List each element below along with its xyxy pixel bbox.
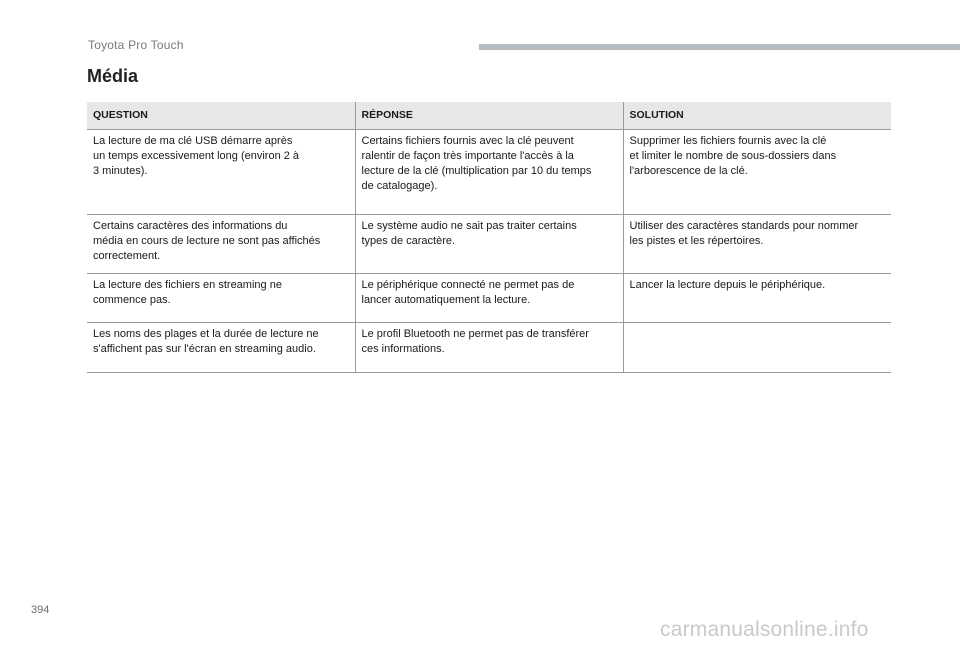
cell-text: Certains fichiers fournis avec la clé peuvent ralentir de façon très importante l'accès à la lecture de la clé (multiplication par 10 du temps de catalogage). [361, 135, 592, 192]
cell-text: Certains caractères des informations du média en cours de lecture ne sont pas affichés correctement. [93, 220, 321, 262]
cell-text: Utiliser des caractères standards pour nommer les pistes et les répertoires. [629, 220, 859, 247]
cell-text: Le système audio ne sait pas traiter certains types de caractère. [361, 220, 577, 247]
column-header-solution: SOLUTION [623, 102, 891, 130]
column-header-question: QUESTION [87, 102, 355, 130]
page-number: 394 [31, 604, 50, 616]
table-row [87, 130, 891, 215]
cell-solution [623, 323, 891, 373]
cell-text: La lecture des fichiers en streaming ne commence pas. [93, 279, 282, 306]
table-row [87, 323, 891, 373]
cell-text: Supprimer les fichiers fournis avec la clé et limiter le nombre de sous-dossiers dans l'arborescence de la clé. [629, 135, 837, 177]
cell-text: Les noms des plages et la durée de lecture ne s'affichent pas sur l'écran en streaming audio. [93, 328, 319, 355]
cell-text: Le périphérique connecté ne permet pas de lancer automatiquement la lecture. [361, 279, 575, 306]
cell-text: Le profil Bluetooth ne permet pas de transférer ces informations. [361, 328, 589, 355]
document-header-title: Toyota Pro Touch [88, 38, 184, 52]
cell-answer [355, 274, 623, 323]
cell-solution [623, 215, 891, 274]
cell-text: La lecture de ma clé USB démarre après un temps excessivement long (environ 2 à 3 minutes). [93, 135, 300, 177]
cell-answer [355, 215, 623, 274]
faq-table [87, 102, 891, 373]
column-header-answer: RÉPONSE [355, 102, 623, 130]
cell-solution [623, 130, 891, 215]
section-title: Média [87, 66, 139, 86]
cell-text: Lancer la lecture depuis le périphérique. [629, 279, 826, 291]
cell-question [87, 323, 355, 373]
table-header-row [87, 102, 891, 130]
cell-solution [623, 274, 891, 323]
cell-question [87, 130, 355, 215]
cell-question [87, 274, 355, 323]
table-row [87, 274, 891, 323]
watermark-text: carmanualsonline.info [660, 618, 869, 641]
cell-question [87, 215, 355, 274]
table-row [87, 215, 891, 274]
cell-answer [355, 130, 623, 215]
cell-answer [355, 323, 623, 373]
header-decorative-bar [479, 44, 960, 50]
